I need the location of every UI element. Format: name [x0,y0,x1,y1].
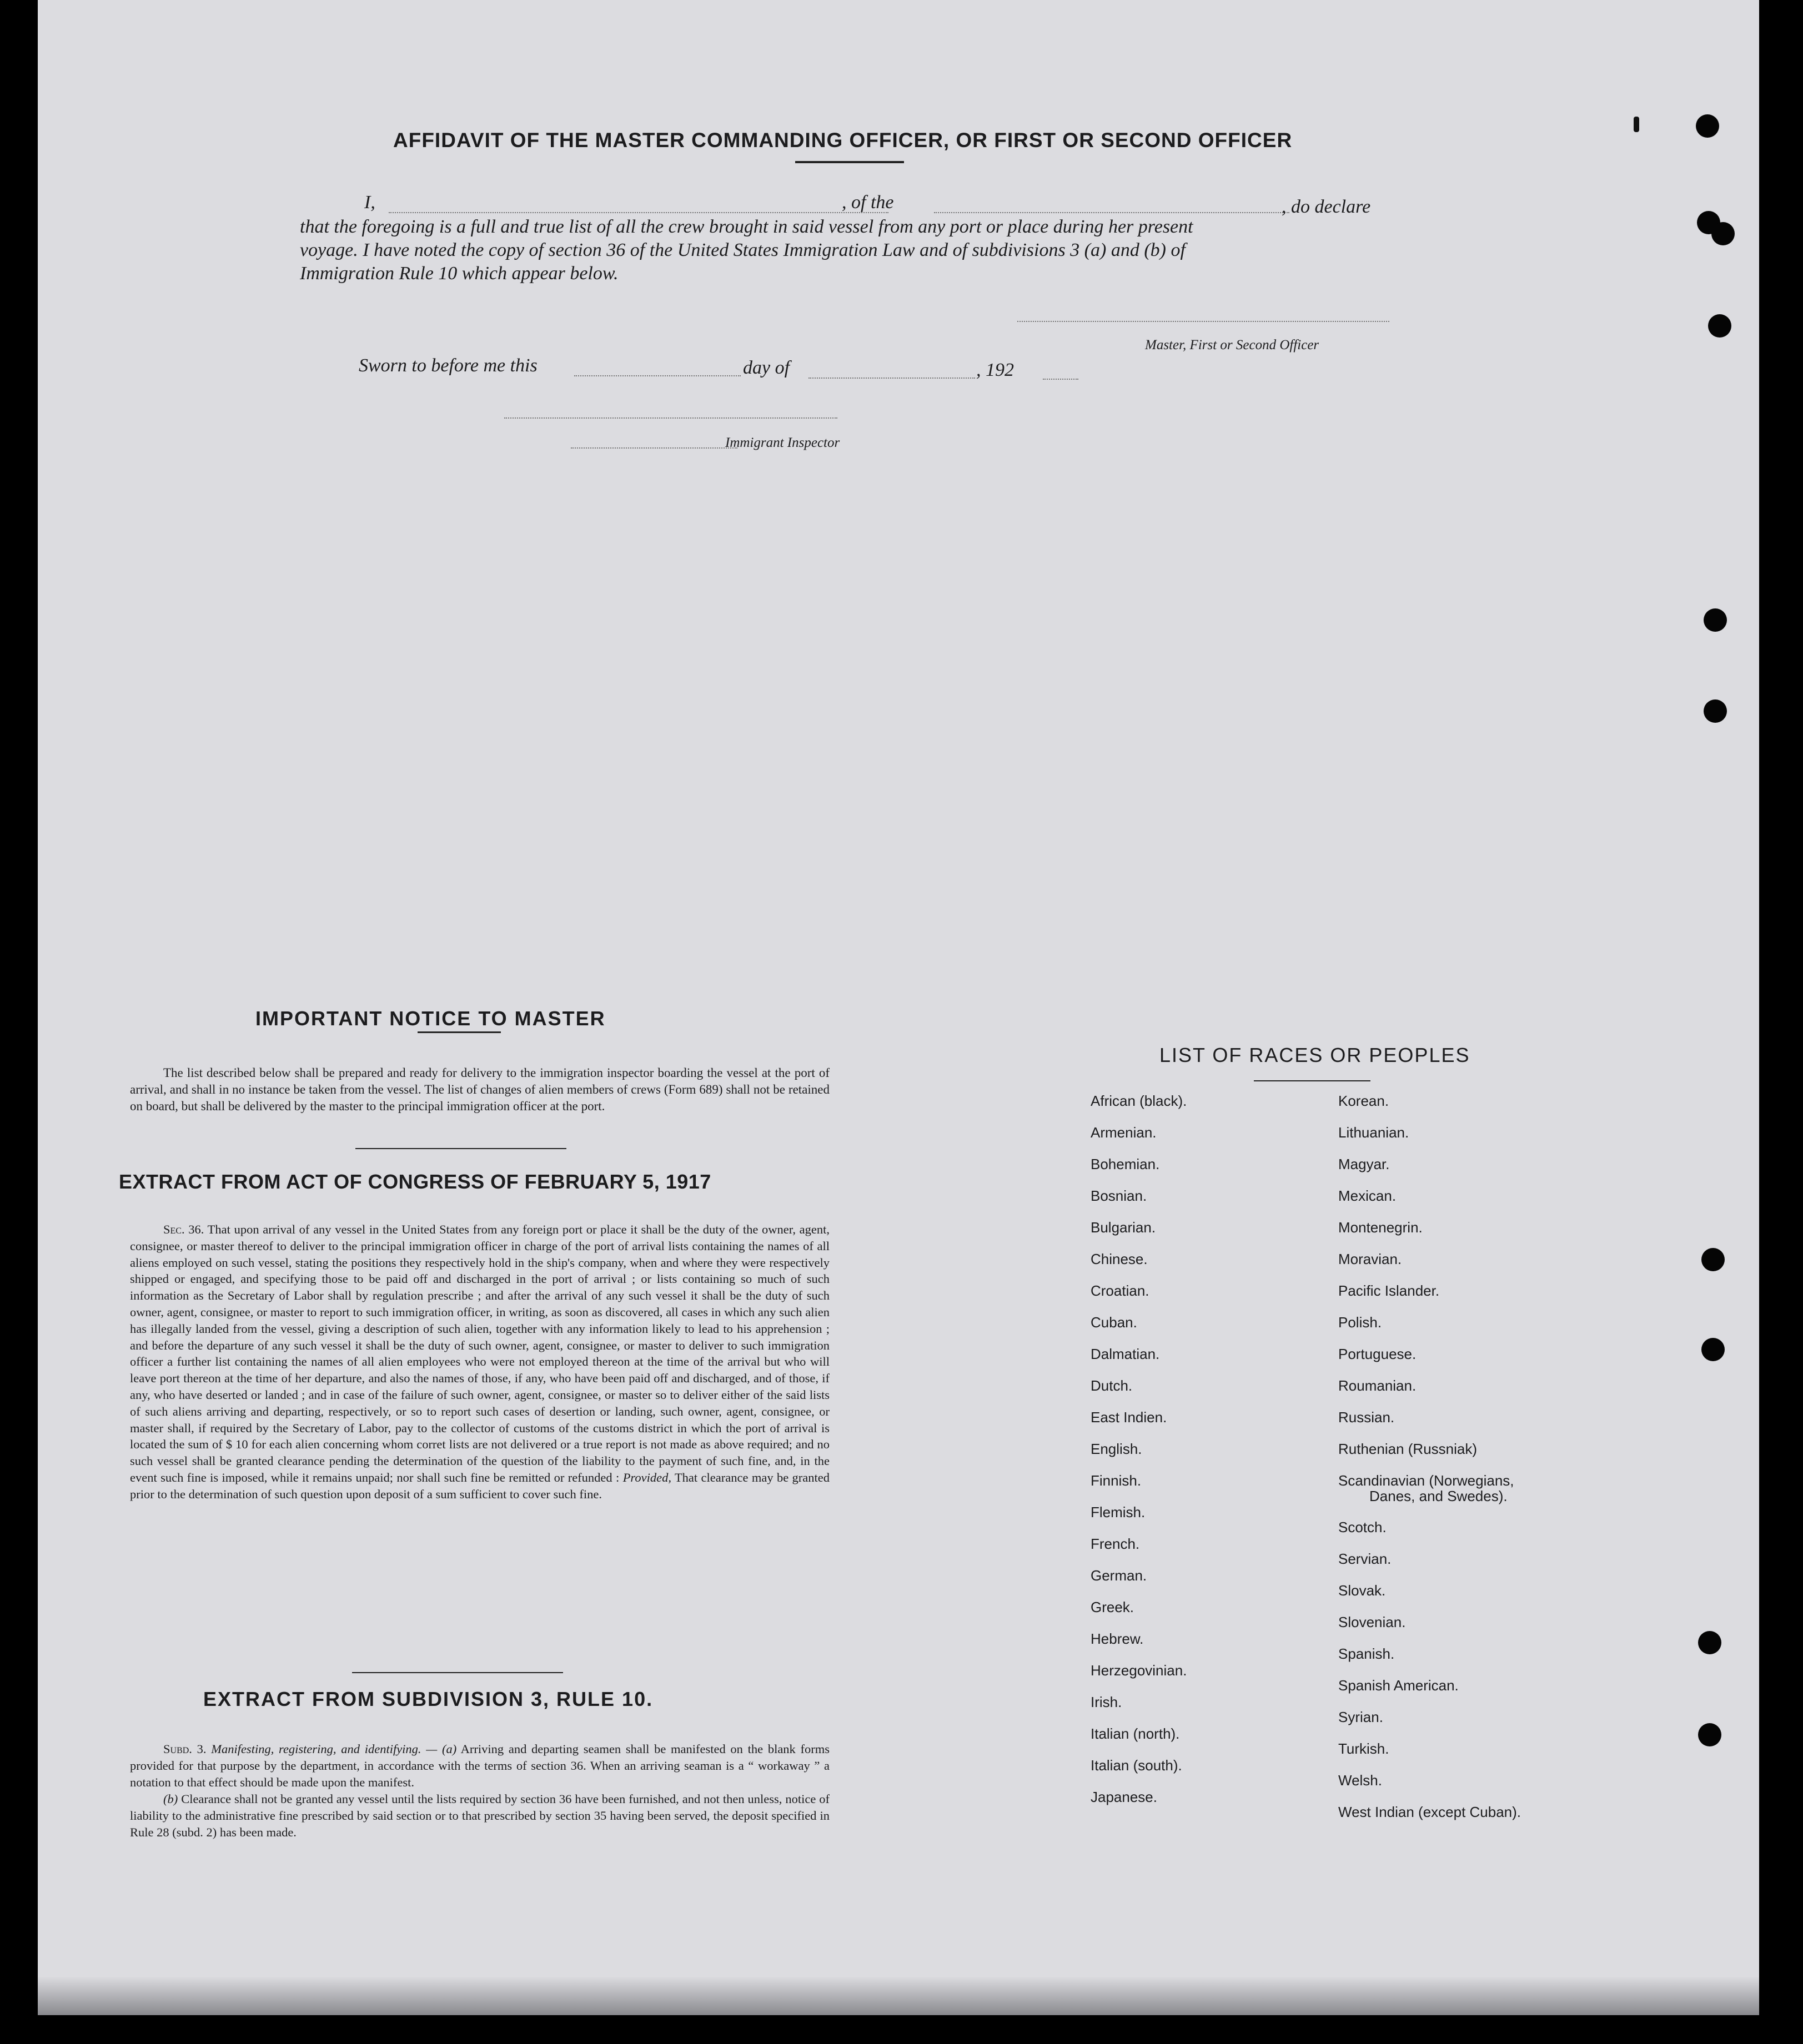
race-item: Finnish. [1091,1472,1142,1489]
rule-title: EXTRACT FROM SUBDIVISION 3, RULE 10. [203,1688,654,1710]
race-item: Croatian. [1091,1282,1149,1299]
race-item: Chinese. [1091,1251,1148,1267]
punch-hole [1704,699,1727,723]
race-item: English. [1091,1441,1142,1457]
rule-text-a: Arriving and departing seamen shall be manifested on the blank forms provided for that purpose by the department, in accordance with the terms of section 36. When an arriving seaman is a “ workaway ” a notation to that effect should be made upon the manifest. [130,1742,830,1789]
race-item: Spanish American. [1338,1677,1459,1694]
year-blank-line [1043,379,1078,380]
race-item: Dalmatian. [1091,1346,1160,1362]
punch-hole [1698,1631,1721,1654]
race-item: German. [1091,1567,1147,1584]
race-item: Greek. [1091,1599,1134,1615]
inspector-name-line [571,447,737,449]
race-item: Korean. [1338,1093,1389,1109]
race-item: West Indian (except Cuban). [1338,1804,1521,1820]
day-of-label: day of [743,358,790,378]
year-label: , 192 [976,360,1014,380]
vessel-blank-line [934,212,1289,213]
declaration-declare: , do declare [1282,197,1371,217]
races-left-column [1091,1093,1187,1820]
race-item: Hebrew. [1091,1630,1144,1647]
race-item: Italian (south). [1091,1757,1182,1774]
divider [352,1672,563,1673]
declaration-line-2: that the foregoing is a full and true list of all the crew brought in said vessel from any port or place during her present [300,217,1193,237]
race-item: Bosnian. [1091,1187,1147,1204]
race-item: Armenian. [1091,1124,1157,1141]
race-item: Servian. [1338,1550,1392,1567]
race-item: Scandinavian (Norwegians, Danes, and Swedes). [1338,1472,1521,1519]
races-title: LIST OF RACES OR PEOPLES [1159,1044,1470,1066]
races-underline [1254,1080,1370,1081]
race-item: Scotch. [1338,1519,1387,1535]
rule-text [130,1741,830,1841]
title-underline [795,161,904,163]
rule-text-b: Clearance shall not be granted any vessel until the lists required by section 36 have been furnished, and not then unless, notice of liability to the administrative fine prescribed by said section or to that prescribed by section 35 having been served, the deposit specified in Rule 28 (subd. 2) has been made. [130,1792,830,1839]
declaration-line-4: Immigration Rule 10 which appear below. [300,263,619,284]
race-item: Slovak. [1338,1582,1386,1599]
race-item: Moravian. [1338,1251,1402,1267]
master-label: Master, First or Second Officer [1145,338,1319,353]
race-item: Herzegovinian. [1091,1662,1187,1679]
race-item-continuation: Danes, and Swedes). [1369,1488,1508,1504]
master-signature-line [1017,321,1389,322]
act-text [130,1221,830,1503]
notice-title: IMPORTANT NOTICE TO MASTER [255,1007,606,1030]
race-item: French. [1091,1535,1140,1552]
subd-heading: Manifesting, registering, and identifying. — (a) [211,1742,457,1756]
declaration-of-the: , of the [842,192,894,213]
act-title: EXTRACT FROM ACT OF CONGRESS OF FEBRUARY 5, 1917 [119,1170,711,1193]
punch-hole [1701,1248,1725,1271]
race-item: Turkish. [1338,1740,1389,1757]
race-item: Bohemian. [1091,1156,1160,1172]
inspector-label: Immigrant Inspector [725,435,840,450]
notice-text-content: The list described below shall be prepared and ready for delivery to the immigration inspector boarding the vessel at the port of arrival, and shall in no instance be taken from the vessel. The list of changes of alien members of crews (Form 689) shall not be retained on board, but shall be delivered by the master to the principal immigration officer at the port. [130,1066,830,1113]
race-item: Welsh. [1338,1772,1382,1789]
declaration-line-3: voyage. I have noted the copy of section 36 of the United States Immigration Law and of subdivisions 3 (a) and (b) of [300,240,1186,260]
race-item: East Indien. [1091,1409,1167,1426]
race-item: Spanish. [1338,1645,1395,1662]
race-item: Syrian. [1338,1709,1383,1725]
b-label: (b) [163,1792,178,1806]
race-item: Russian. [1338,1409,1395,1426]
race-item: Mexican. [1338,1187,1397,1204]
act-text-end: That clearance may be granted prior to the determination of such question upon deposit of a sum sufficient to cover such fine. [130,1470,830,1501]
declaration-i: I, [364,192,375,213]
divider [355,1148,566,1149]
notice-underline [418,1031,501,1033]
punch-hole [1701,1338,1725,1361]
race-item: Cuban. [1091,1314,1137,1331]
affidavit-title: AFFIDAVIT OF THE MASTER COMMANDING OFFICER, OR FIRST OR SECOND OFFICER [393,129,1293,152]
race-item: Flemish. [1091,1504,1146,1521]
sec-label: Sec. 36. [163,1222,204,1236]
name-blank-line [389,212,888,213]
punch-hole [1696,114,1719,138]
sworn-month-line [808,377,975,379]
race-item: Italian (north). [1091,1725,1180,1742]
race-item: Ruthenian (Russniak) [1338,1441,1478,1457]
race-item: Bulgarian. [1091,1219,1156,1236]
act-text-content: That upon arrival of any vessel in the United States from any foreign port or place it shall be the duty of the owner, agent, consignee, or master thereof to deliver to the principal immigration officer in charge of the port of arrival lists containing the names of all aliens employed on such vessel, stating the positions they respectively hold in the ship's company, when and where they were respectively shipped or engaged, and specifying those to be paid off and discharged in the port of arrival ; or lists containing so much of such information as the Secretary of Labor shall by regulation prescribe ; and after the arrival of any such vessel it shall be the duty of such owner, agent, consignee, or master to report to such immigration officer, in writing, as soon as discovered, all cases in which any such alien has illegally landed from the vessel, giving a description of such alien, together with any information likely to lead to his apprehension ; and before the departure of any such vessel it shall be the duty of such owner, agent, consignee, or master to deliver to such immigration officer a further list containing the names of all alien employees who were not employed thereon at the time of the arrival but who will leave port thereon at the time of her departure, and also the names of those, if any, who have been paid off and discharged, and of those, if any, who have deserted or landed ; and in case of the failure of such owner, agent, consignee, or master so to deliver either of the said lists of such aliens arriving and departing, respectively, or so to report such cases of desertion or landing, such owner, agent, consignee, or master shall, if required by the Secretary of Labor, pay to the collector of customs of the customs district in which the port of arrival is located the sum of $ 10 for each alien concerning whom corret lists are not delivered or a true report is not made as above required; and no such vessel shall be granted clearance pending the determination of the question of the liability to the payment of such fine, and, in the event such fine is imposed, while it remains unpaid; nor shall such fine be remitted or refunded : [130,1222,830,1484]
punch-hole [1708,314,1731,338]
sworn-day-line [574,375,741,376]
race-item: Lithuanian. [1338,1124,1409,1141]
punch-hole [1704,608,1727,632]
provided-word: Provided, [622,1470,671,1484]
subd-label: Subd. 3. [163,1742,207,1756]
race-item: Slovenian. [1338,1614,1406,1630]
race-item: Polish. [1338,1314,1382,1331]
races-right-column [1338,1093,1521,1835]
race-item: Pacific Islander. [1338,1282,1440,1299]
sworn-label: Sworn to before me this [359,355,538,376]
race-item: Japanese. [1091,1789,1157,1805]
race-item: Irish. [1091,1694,1122,1710]
race-item: Montenegrin. [1338,1219,1423,1236]
race-item: Roumanian. [1338,1377,1417,1394]
race-item: African (black). [1091,1093,1187,1109]
race-item: Magyar. [1338,1156,1390,1172]
punch-hole [1698,1723,1721,1746]
ink-mark [1634,117,1639,132]
inspector-signature-line [504,417,837,419]
notice-text [130,1065,830,1115]
form-page [38,0,1759,2015]
race-item: Portuguese. [1338,1346,1417,1362]
race-item: Dutch. [1091,1377,1133,1394]
punch-hole [1711,222,1735,245]
